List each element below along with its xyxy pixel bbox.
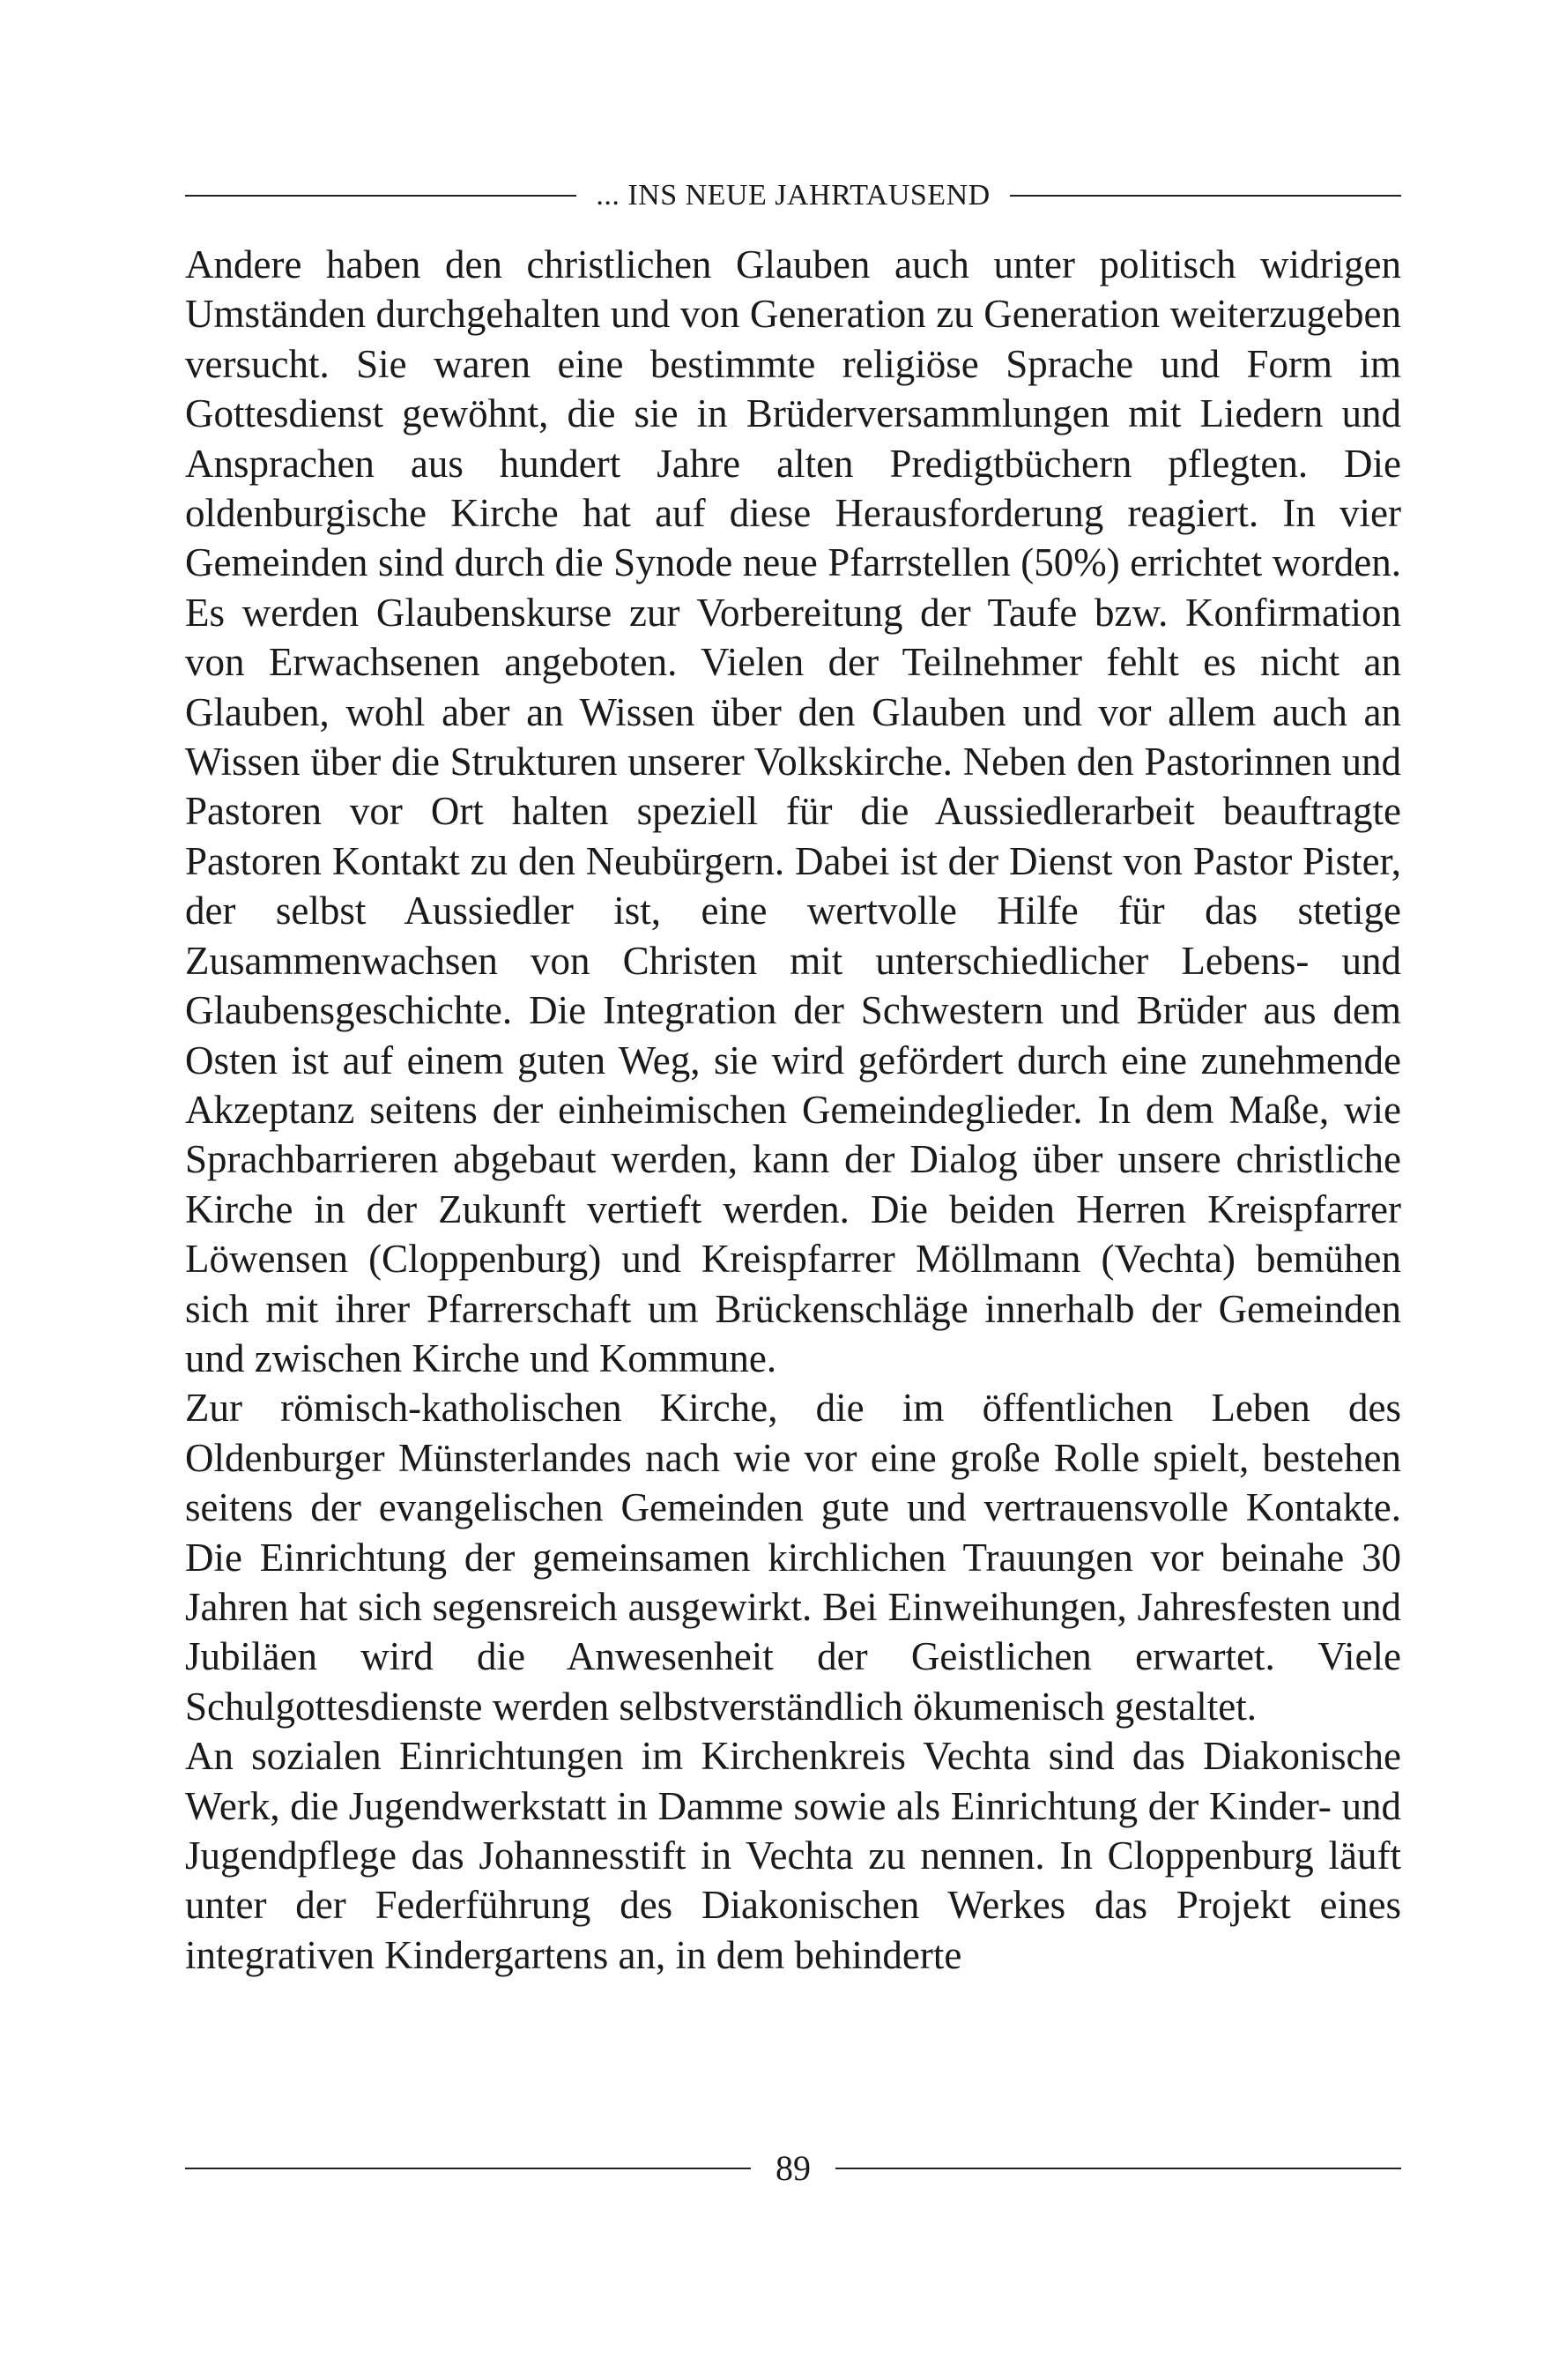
- running-head-rule-right: [1010, 195, 1401, 197]
- running-head-rule-left: [185, 195, 576, 197]
- footer-rule-right: [835, 2168, 1401, 2169]
- paragraph-3: An sozialen Einrichtungen im Kirchenkreis Vechta sind das Diakonische Werk, die Jugendwerkstatt in Damme sowie als Einrichtung der Kinder- und Jugendpflege das Johannesstift in Vechta zu nennen. In Cloppenburg läuft unter der Federführung des Diakonischen Werkes das Projekt eines integrativen Kindergartens an, in dem behinderte: [185, 1734, 1401, 1977]
- footer-rule-left: [185, 2168, 751, 2169]
- body-text: [185, 240, 1401, 1980]
- running-head-title: ... INS NEUE JAHRTAUSEND: [596, 179, 991, 212]
- running-head: [185, 181, 1401, 211]
- page-number: 89: [776, 2148, 811, 2188]
- paragraph-1: Andere haben den christlichen Glauben auch unter politisch widrigen Umständen durchgehalten und von Generation zu Generation weiterzugeben versucht. Sie waren eine bestimmte religiöse Sprache und Form im Gottesdienst gewöhnt, die sie in Brüderversammlungen mit Liedern und Ansprachen aus hundert Jahre alten Predigtbüchern pflegten. Die oldenburgische Kirche hat auf diese Herausforderung reagiert. In vier Gemeinden sind durch die Synode neue Pfarrstellen (50%) errichtet worden. Es werden Glaubenskurse zur Vorbereitung der Taufe bzw. Konfirmation von Erwachsenen angeboten. Vielen der Teilnehmer fehlt es nicht an Glauben, wohl aber an Wissen über den Glauben und vor allem auch an Wissen über die Strukturen unserer Volkskirche. Neben den Pastorinnen und Pastoren vor Ort halten speziell für die Aussiedlerarbeit beauftragte Pastoren Kontakt zu den Neubürgern. Dabei ist der Dienst von Pastor Pister, der selbst Aussiedler ist, eine wertvolle Hilfe für das stetige Zusammenwachsen von Christen mit unterschiedlicher Lebens- und Glaubensgeschichte. Die Integration der Schwestern und Brüder aus dem Osten ist auf einem guten Weg, sie wird gefördert durch eine zunehmende Akzeptanz seitens der einheimischen Gemeindeglieder. In dem Maße, wie Sprachbarrieren abgebaut werden, kann der Dialog über unsere christliche Kirche in der Zukunft vertieft werden. Die beiden Herren Kreispfarrer Löwensen (Cloppenburg) und Kreispfarrer Möllmann (Vechta) bemühen sich mit ihrer Pfarrerschaft um Brückenschläge innerhalb der Gemeinden und zwischen Kirche und Kommune.: [185, 242, 1401, 1380]
- page-footer: [185, 2148, 1401, 2188]
- paragraph-2: Zur römisch-katholischen Kirche, die im öffentlichen Leben des Oldenburger Münsterlandes nach wie vor eine große Rolle spielt, bestehen seitens der evangelischen Gemeinden gute und vertrauensvolle Kontakte. Die Einrichtung der gemeinsamen kirchlichen Trauungen vor beinahe 30 Jahren hat sich segensreich ausgewirkt. Bei Einweihungen, Jahresfesten und Jubiläen wird die Anwesenheit der Geistlichen erwartet. Viele Schulgottesdienste werden selbstverständlich ökumenisch gestaltet.: [185, 1386, 1401, 1729]
